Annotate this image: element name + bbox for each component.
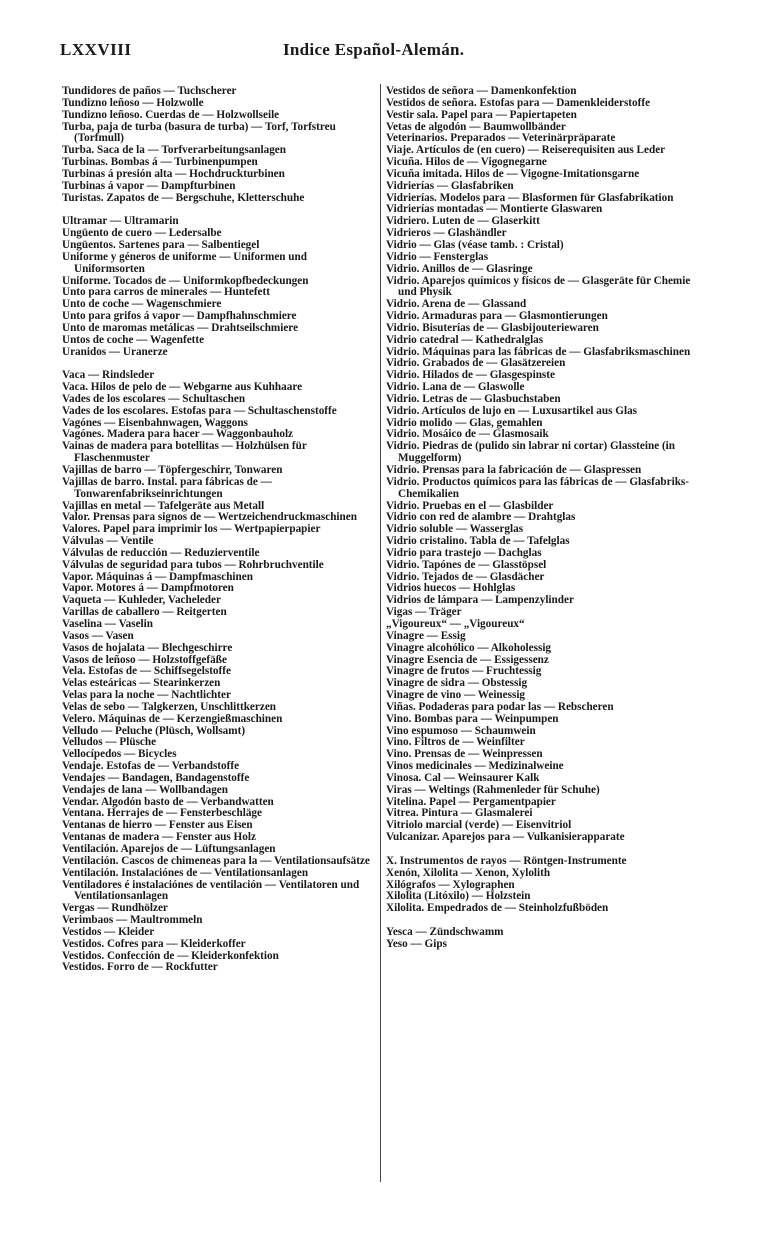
index-entry: Vestidos. Forro de — Rockfutter <box>62 961 218 974</box>
index-entry: Tundidores de paños — Tuchscherer <box>62 85 237 97</box>
index-entry: Vidrio. Grabados de — Glasätzereien <box>386 357 566 370</box>
index-entry: Vidrio. Productos químicos para las fábricas de — Glasfabriks-Chemikalien <box>386 475 690 500</box>
index-entry: Vidrieros — Glashändler <box>386 227 507 240</box>
index-entry: Vinagre de frutos — Fruchtessig <box>386 665 542 678</box>
index-entry: Turbinas. Bombas á — Turbinenpumpen <box>62 156 258 169</box>
index-entry: Válvulas de reducción — Reduzierventile <box>62 546 260 559</box>
index-entry: Vasos de leñoso — Holzstoffgefäße <box>62 653 227 666</box>
index-entry: Vaca — Rindsleder <box>62 369 155 382</box>
index-entry: Xenón, Xilolita — Xenon, Xylolith <box>386 866 551 879</box>
index-entry: Ventilación. Instalaciónes de — Ventilationsanlagen <box>62 866 309 879</box>
index-entry: Vidrio. Máquinas para las fábricas de — Glasfabriksmaschinen <box>386 345 691 358</box>
right-column <box>386 86 698 962</box>
left-column <box>62 86 375 986</box>
index-entry: Vidrio. Mosáico de — Glasmosaik <box>386 428 549 441</box>
index-entry: Vidrios de lámpara — Lampenzylinder <box>386 594 574 607</box>
index-entry: Vidrio. Bisuterías de — Glasbijouteriewaren <box>386 321 599 334</box>
index-entry: Vidrio. Prensas para la fabricación de — Glaspressen <box>386 464 642 476</box>
index-letter-group <box>62 216 375 358</box>
index-entry: Yeso — Gips <box>386 937 447 950</box>
index-entry: Vades de los escolares — Schultaschen <box>62 392 246 405</box>
index-entry: Turbinas á vapor — Dampfturbinen <box>62 179 236 192</box>
index-entry: Vidrios huecos — Hohlglas <box>386 582 516 595</box>
index-entry: Vidrio. Letras de — Glasbuchstaben <box>386 392 561 405</box>
index-entry: Vidrio. Tejados de — Glasdächer <box>386 570 545 583</box>
index-entry: Vidrierías — Glasfabriken <box>386 179 514 192</box>
index-entry: Vidrio molido — Glas, gemahlen <box>386 416 543 429</box>
index-entry: Veterinarios. Preparados — Veterinärpräparate <box>386 132 616 145</box>
index-letter-group <box>62 370 375 974</box>
index-entry: Vidrio. Arena de — Glassand <box>386 298 527 311</box>
page-title: Indice Español-Alemán. <box>283 40 465 59</box>
index-entry: Vidrierías. Modelos para — Blasformen für Glasfabrikation <box>386 191 674 204</box>
index-entry: Vendajes de lana — Wollbandagen <box>62 783 228 796</box>
index-entry: Ungüento de cuero — Ledersalbe <box>62 227 222 240</box>
index-entry: Vidrio. Lana de — Glaswolle <box>386 381 525 394</box>
index-entry: Unto para grifos á vapor — Dampfhahnschmiere <box>62 310 297 323</box>
index-entry: Válvulas de seguridad para tubos — Rohrbruchventile <box>62 558 324 571</box>
index-entry: Varillas de caballero — Reitgerten <box>62 606 227 619</box>
index-entry: Vendar. Algodón basto de — Verbandwatten <box>62 795 274 808</box>
index-letter-group <box>62 86 375 204</box>
index-entry: Vasos de hojalata — Blechgeschirre <box>62 641 233 654</box>
index-entry: Vidrio. Tapónes de — Glasstöpsel <box>386 558 547 571</box>
index-entry: Ventanas de madera — Fenster aus Holz <box>62 831 256 844</box>
index-entry: Vagónes — Eisenbahnwagen, Waggons <box>62 416 248 429</box>
index-entry: Vajillas en metal — Tafelgeräte aus Metall <box>62 499 265 512</box>
page-header <box>60 40 700 64</box>
index-entry: Xilolita (Litóxilo) — Holzstein <box>386 890 531 903</box>
index-entry: Tundizno leñoso — Holzwolle <box>62 96 204 109</box>
index-entry: Velludo — Peluche (Plüsch, Wollsamt) <box>62 724 246 737</box>
index-entry: Vellocípedos — Bicycles <box>62 748 177 761</box>
index-entry: Vidrio — Fensterglas <box>386 250 489 263</box>
index-entry: Vendajes — Bandagen, Bandagenstoffe <box>62 771 250 784</box>
index-entry: Ventiladores é instalaciónes de ventilación — Ventilatoren und Ventilationsanlagen <box>62 878 360 903</box>
index-entry: Vinagre de sidra — Obstessig <box>386 677 528 690</box>
index-entry: Vidrio para trastejo — Dachglas <box>386 546 542 559</box>
index-entry: Vulcanizar. Aparejos para — Vulkanisierapparate <box>386 831 625 844</box>
index-entry: Turba. Saca de la — Torfverarbeitungsanlagen <box>62 144 286 157</box>
index-entry: Ventilación. Cascos de chimeneas para la — Ventilationsaufsätze <box>62 854 370 867</box>
index-entry: Viaje. Artículos de (en cuero) — Reiserequisiten aus Leder <box>386 144 666 157</box>
index-entry: Vestir sala. Papel para — Papiertapeten <box>386 108 577 121</box>
index-entry: Turba, paja de turba (basura de turba) — Torf, Torfstreu (Torfmull) <box>62 120 336 145</box>
index-entry: Vestidos. Cofres para — Kleiderkoffer <box>62 937 246 950</box>
index-entry: Vaselina — Vaselin <box>62 617 153 630</box>
index-entry: Vinagre de vino — Weinessig <box>386 689 526 702</box>
index-entry: Vidrio. Aparejos químicos y físicos de — Glasgeräte für Chemie und Physik <box>386 274 691 299</box>
index-entry: Vaca. Hilos de pelo de — Webgarne aus Kuhhaare <box>62 381 303 394</box>
index-entry: Vino. Prensas de — Weinpressen <box>386 748 543 761</box>
index-entry: Vajillas de barro — Töpfergeschirr, Tonwaren <box>62 464 283 476</box>
index-entry: Vela. Estofas de — Schiffsegelstoffe <box>62 665 231 678</box>
index-letter-group <box>386 86 698 844</box>
index-entry: Uniforme. Tocados de — Uniformkopfbedeckungen <box>62 274 309 287</box>
index-entry: Vapor. Máquinas á — Dampfmaschinen <box>62 570 253 583</box>
index-entry: Vajillas de barro. Instal. para fábricas de — Tonwarenfabrikseinrichtungen <box>62 475 272 500</box>
index-entry: Yesca — Zündschwamm <box>386 925 504 938</box>
index-entry: Vidrierías montadas — Montierte Glaswaren <box>386 203 603 216</box>
index-entry: Vidrio — Glas (véase tamb. : Cristal) <box>386 238 564 251</box>
index-entry: Vidrio. Pruebas en el — Glasbilder <box>386 499 554 512</box>
index-entry: Vestidos de señora. Estofas para — Damenkleiderstoffe <box>386 96 651 109</box>
index-entry: Valor. Prensas para signos de — Wertzeichendruckmaschinen <box>62 511 357 524</box>
index-entry: Vidriero. Luten de — Glaserkitt <box>386 215 540 228</box>
index-entry: Vestidos — Kleider <box>62 925 155 938</box>
index-entry: Vinosa. Cal — Weinsaurer Kalk <box>386 771 540 784</box>
page-number: LXXVIII <box>60 40 132 59</box>
index-entry: Vitrea. Pintura — Glasmalerei <box>386 807 533 820</box>
index-entry: Viras — Weltings (Rahmenleder für Schuhe) <box>386 783 600 796</box>
index-entry: Velas para la noche — Nachtlichter <box>62 689 231 702</box>
index-entry: Vinos medicinales — Medizinalweine <box>386 760 564 773</box>
index-entry: Vagónes. Madera para hacer — Waggonbauholz <box>62 428 294 441</box>
index-entry: Unto de coche — Wagenschmiere <box>62 298 222 311</box>
index-entry: Turbinas á presión alta — Hochdruckturbinen <box>62 167 285 180</box>
index-entry: Vestidos de señora — Damenkonfektion <box>386 85 577 97</box>
index-entry: X. Instrumentos de rayos — Röntgen-Instrumente <box>386 854 627 867</box>
index-entry: Verimbaos — Maultrommeln <box>62 914 203 927</box>
index-entry: Uranidos — Uranerze <box>62 345 168 358</box>
index-entry: Ventilación. Aparejos de — Lüftungsanlagen <box>62 843 276 855</box>
index-entry: Velero. Máquinas de — Kerzengießmaschinen <box>62 712 283 725</box>
index-entry: Vino. Bombas para — Weinpumpen <box>386 712 559 725</box>
index-entry: Ultramar — Ultramarin <box>62 215 179 228</box>
index-entry: Uniforme y géneros de uniforme — Uniformen und Uniformsorten <box>62 250 307 275</box>
index-entry: Vaqueta — Kuhleder, Vacheleder <box>62 594 221 607</box>
column-divider <box>380 84 381 1182</box>
index-entry: Vidrio catedral — Kathedralglas <box>386 333 544 346</box>
index-entry: Vinagre — Essig <box>386 629 466 642</box>
index-entry: Ungüentos. Sartenes para — Salbentiegel <box>62 238 260 251</box>
index-entry: Vitelina. Papel — Pergamentpapier <box>386 795 556 808</box>
index-entry: Vades de los escolares. Estofas para — Schultaschenstoffe <box>62 404 337 417</box>
index-entry: Unto para carros de minerales — Huntefett <box>62 286 270 299</box>
index-entry: Vinagre alcohólico — Alkoholessig <box>386 641 552 654</box>
index-entry: Velas esteáricas — Stearinkerzen <box>62 677 221 690</box>
index-entry: Vicuña imitada. Hilos de — Vigogne-Imitationsgarne <box>386 167 640 180</box>
index-entry: Valores. Papel para imprimir los — Wertpapierpapier <box>62 523 321 536</box>
index-entry: Vidrio. Armaduras para — Glasmontierungen <box>386 310 608 323</box>
index-entry: Válvulas — Ventile <box>62 535 154 548</box>
index-entry: Ventana. Herrajes de — Fensterbeschläge <box>62 807 262 820</box>
index-entry: Vergas — Rundhölzer <box>62 902 168 915</box>
index-entry: Vendaje. Estofas de — Verbandstoffe <box>62 760 240 773</box>
index-entry: Vapor. Motores á — Dampfmotoren <box>62 582 234 595</box>
index-entry: Vinagre Esencia de — Essigessenz <box>386 653 549 666</box>
index-entry: Vidrio. Anillos de — Glasringe <box>386 262 533 275</box>
index-entry: Vino espumoso — Schaumwein <box>386 724 536 737</box>
index-entry: Vidrio con red de alambre — Drahtglas <box>386 511 576 524</box>
index-entry: Vidrio. Hilados de — Glasgespinste <box>386 369 555 382</box>
index-entry: Vino. Filtros de — Weinfilter <box>386 736 525 749</box>
index-letter-group <box>386 927 698 951</box>
index-entry: Turistas. Zapatos de — Bergschuhe, Kletterschuhe <box>62 191 305 204</box>
index-entry: Vidrio soluble — Wasserglas <box>386 523 524 536</box>
index-entry: Xilolita. Empedrados de — Steinholzfußböden <box>386 902 609 915</box>
index-entry: Vetas de algodón — Baumwollbänder <box>386 120 566 133</box>
index-entry: Vidrio cristalino. Tabla de — Tafelglas <box>386 535 570 548</box>
index-entry: „Vigoureux“ — „Vigoureux“ <box>386 617 525 630</box>
index-entry: Viñas. Podaderas para podar las — Rebscheren <box>386 700 614 713</box>
index-entry: Velludos — Plüsche <box>62 736 157 749</box>
index-letter-group <box>386 856 698 915</box>
index-entry: Unto de maromas metálicas — Drahtseilschmiere <box>62 321 299 334</box>
index-entry: Tundizno leñoso. Cuerdas de — Holzwollseile <box>62 108 280 121</box>
index-entry: Velas de sebo — Talgkerzen, Unschlittkerzen <box>62 700 277 713</box>
index-entry: Vidrio. Artículos de lujo en — Luxusartikel aus Glas <box>386 404 638 417</box>
index-entry: Vicuña. Hilos de — Vigognegarne <box>386 156 547 169</box>
index-entry: Vestidos. Confección de — Kleiderkonfektion <box>62 949 279 962</box>
index-entry: Xilógrafos — Xylographen <box>386 878 515 891</box>
index-entry: Vainas de madera para botellitas — Holzhülsen für Flaschenmuster <box>62 440 307 465</box>
index-entry: Ventanas de hierro — Fenster aus Eisen <box>62 819 253 832</box>
index-entry: Vigas — Träger <box>386 606 462 619</box>
index-entry: Vitriolo marcial (verde) — Eisenvitriol <box>386 819 572 832</box>
index-entry: Vasos — Vasen <box>62 629 134 642</box>
index-entry: Vidrio. Piedras de (pulido sin labrar ni cortar) Glassteine (in Muggelform) <box>386 440 676 465</box>
index-entry: Untos de coche — Wagenfette <box>62 333 205 346</box>
